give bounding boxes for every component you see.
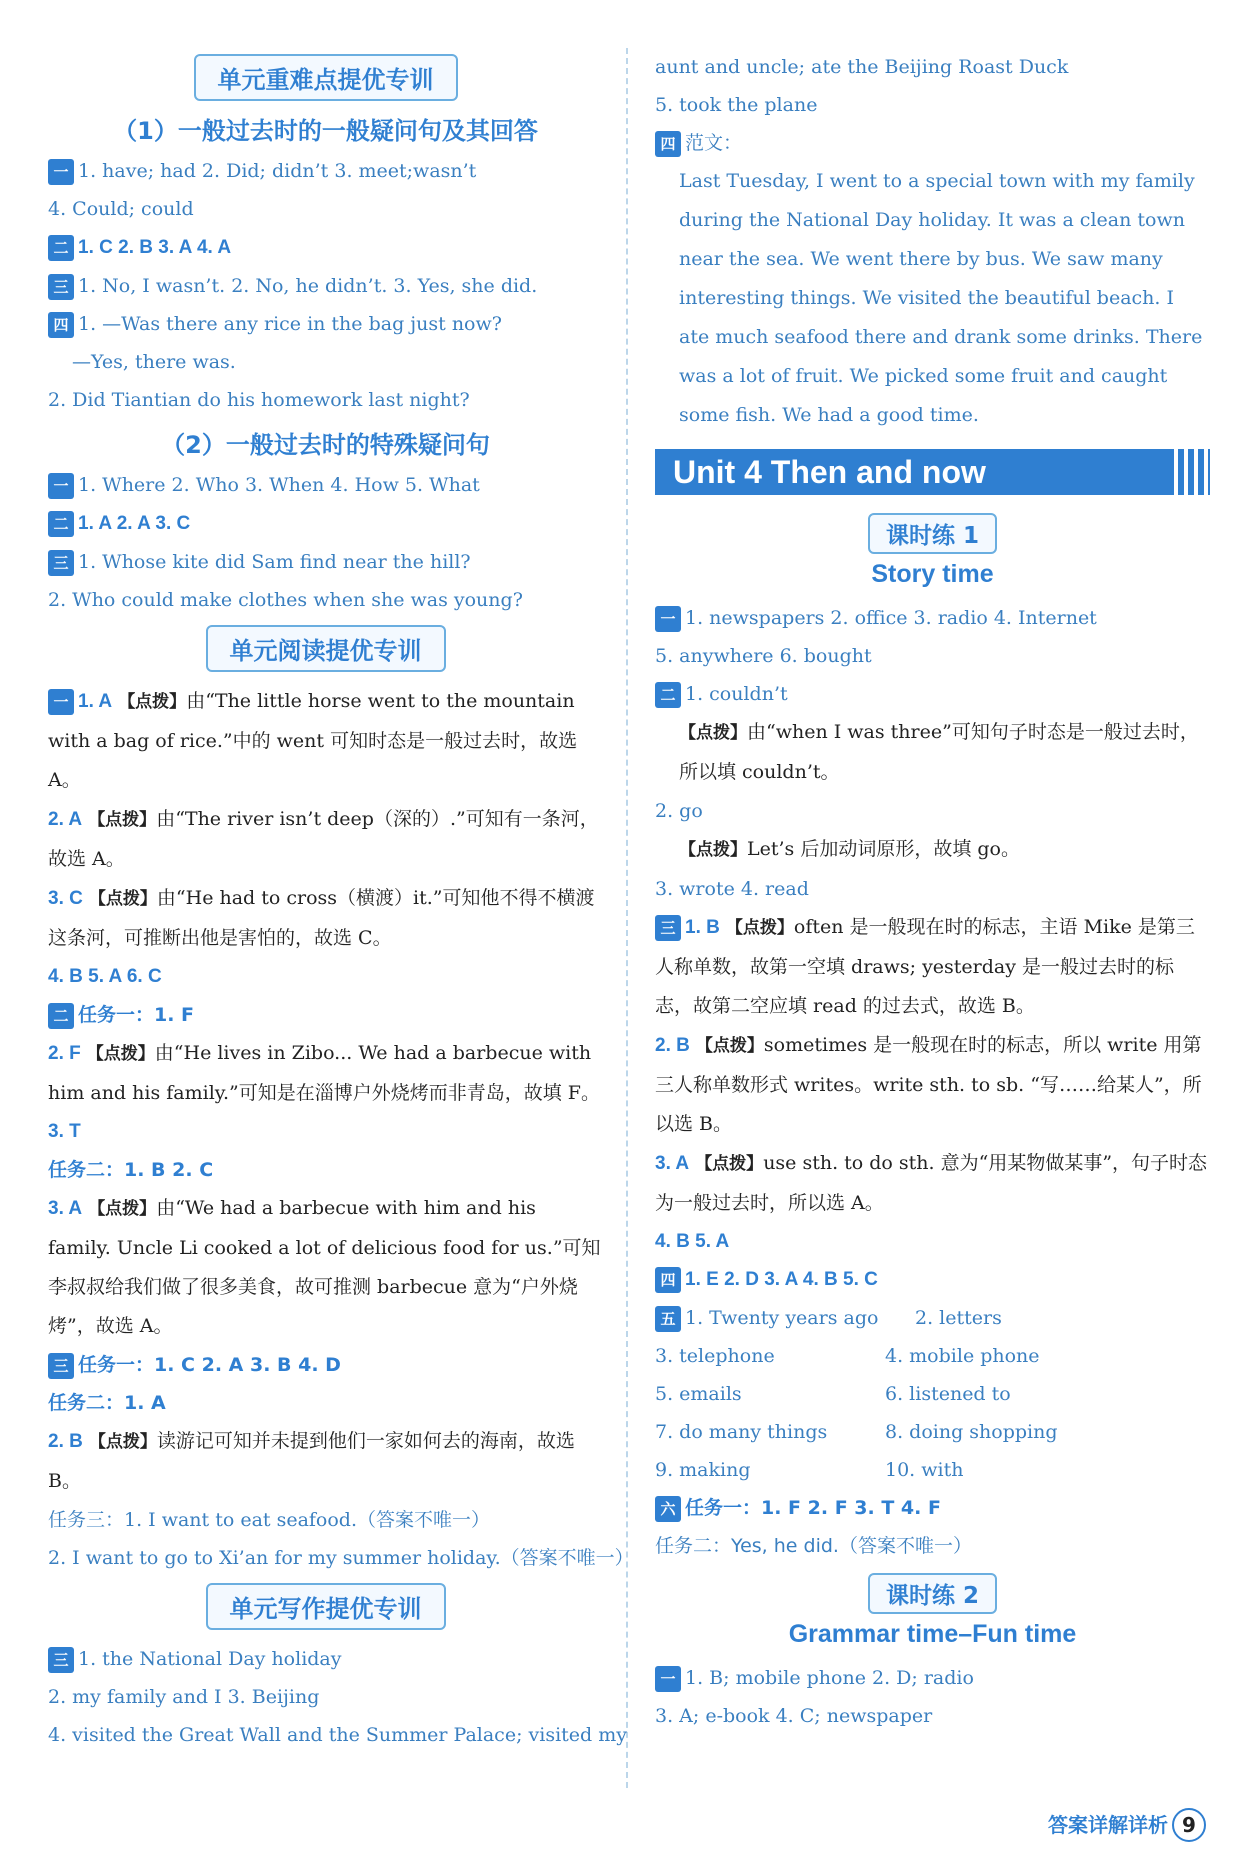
answer-line: 4. Could; could [48,198,194,220]
answer-line: 三 1. No, I wasn’t. 2. No, he didn’t. 3. Yes, she did. [48,267,603,305]
answer-line: 2. I want to go to Xi’an for my summer holiday.（答案不唯一） [48,1547,634,1569]
answer-line: 5. took the plane [655,94,818,116]
number-badge: 三 [48,1647,74,1673]
answer-line: 二 1. C 2. B 3. A 4. A [48,228,603,267]
answer-explanation: 【点拨】由“when I was three”可知句子时态是一般过去时，所以填 couldn’t。 [679,721,1199,783]
answer-line: 三 1. the National Day holiday [48,1640,603,1678]
answer-line: 3. wrote 4. read [655,878,809,900]
number-badge: 三 [48,1353,74,1379]
answer-line: 4. B 5. A 6. C [48,966,162,987]
answer-line: 2. Who could make clothes when she was young? [48,589,523,611]
sub-title-general-questions: （1）一般过去时的一般疑问句及其回答 [113,117,538,145]
unit-banner: Unit 4 Then and now [655,449,1210,495]
answer-line: 2. Did Tiantian do his homework last night? [48,389,470,411]
answer-line: 3. T [48,1121,81,1142]
answer-line: 二 任务一：1. F [48,996,603,1034]
answer-line: 3. telephone 4. mobile phone [655,1345,1040,1367]
model-essay: Last Tuesday, I went to a special town with my family during the National Day holiday. It was a clean town near the sea. We went there by bus. We saw many interesting things. We visited the beautiful beach. I ate much seafood there and drank some drinks. There was a lot of fruit. We picked some fruit and caught some fish. We had a good time. [679,170,1203,426]
banner-stripes [1174,449,1210,495]
answer-line: 一 1. have; had 2. Did; didn’t 3. meet;wasn’t [48,152,603,190]
left-column [48,48,634,1754]
answer-line: 任务三：1. I want to eat seafood.（答案不唯一） [48,1509,491,1531]
answer-line: 3. A; e-book 4. C; newspaper [655,1705,933,1727]
answer-line: 4. visited the Great Wall and the Summer Palace; visited my [48,1724,627,1746]
answer-line: 三 1. Whose kite did Sam find near the hill? [48,543,603,581]
answer-explanation: 3. C 【点拨】由“He had to cross（横渡）it.”可知他不得不横渡这条河，可推断出他是害怕的，故选 C。 [48,887,595,949]
answer-explanation: 一 1. A 【点拨】由“The little horse went to the mountain with a bag of rice.”中的 went 可知时态是一般过去时，故选 A。 [48,690,578,791]
answer-line: 一 1. Where 2. Who 3. When 4. How 5. What [48,466,603,504]
answer-line: 9. making 10. with [655,1459,964,1481]
section-title-writing: 单元写作提优专训 [48,1583,603,1630]
section-title-reading: 单元阅读提优专训 [48,625,603,672]
number-badge: 五 [655,1306,681,1332]
number-badge: 二 [48,235,74,261]
answer-explanation: 三 1. B 【点拨】often 是一般现在时的标志，主语 Mike 是第三人称单数，故第一空填 draws; yesterday 是一般过去时的标志，故第二空应填 read 的过去式，故选 B。 [655,916,1195,1017]
answer-line: 任务二：1. A [48,1392,166,1414]
number-badge: 三 [655,915,681,941]
section-name-story-time: Story time [871,560,994,588]
answer-line: 二 1. couldn’t [655,675,1210,713]
section-title-difficult-points: 单元重难点提优专训 [48,54,603,101]
page-footer: 答案详解详析 9 [1048,1808,1206,1842]
answer-line: 四 1. —Was there any rice in the bag just now? [48,305,603,343]
answer-line: 三 任务一：1. C 2. A 3. B 4. D [48,1346,603,1384]
number-badge: 二 [48,511,74,537]
answer-explanation: 2. F 【点拨】由“He lives in Zibo... We had a barbecue with him and his family.”可知是在淄博户外烧烤而非青岛，故填 F。 [48,1042,600,1104]
number-badge: 二 [48,1003,74,1029]
essay-label: 四 范文： [655,124,1210,162]
answer-explanation: 2. B 【点拨】sometimes 是一般现在时的标志，所以 write 用第三人称单数形式 writes。write sth. to sb. “写……给某人”，所以选 B。 [655,1034,1202,1135]
number-badge: 三 [48,274,74,300]
number-badge: 一 [655,606,681,632]
page-number: 9 [1172,1808,1206,1842]
answer-line: 5. emails 6. listened to [655,1383,1011,1405]
number-badge: 一 [48,689,74,715]
answer-line: 二 1. A 2. A 3. C [48,504,603,543]
column-divider [626,48,628,1788]
answer-line: 一 1. newspapers 2. office 3. radio 4. Internet [655,599,1210,637]
number-badge: 六 [655,1496,681,1522]
number-badge: 二 [655,682,681,708]
answer-line: 7. do many things 8. doing shopping [655,1421,1058,1443]
answer-line: 五 1. Twenty years ago 2. letters [655,1299,1210,1337]
answer-line: 任务二：Yes, he did.（答案不唯一） [655,1535,972,1557]
number-badge: 四 [655,1267,681,1293]
right-column [655,48,1210,1735]
answer-line: 2. go [655,800,703,822]
answer-explanation: 2. B 【点拨】读游记可知并未提到他们一家如何去的海南，故选 B。 [48,1430,575,1492]
answer-line: 2. my family and I 3. Beijing [48,1686,320,1708]
answer-line: 4. B 5. A [655,1231,730,1252]
answer-line: 四 1. E 2. D 3. A 4. B 5. C [655,1261,1210,1299]
number-badge: 四 [655,131,681,157]
number-badge: 一 [48,159,74,185]
answer-line: 任务二：1. B 2. C [48,1159,214,1181]
number-badge: 四 [48,312,74,338]
answer-line: —Yes, there was. [72,351,236,373]
number-badge: 三 [48,550,74,576]
answer-line: 六 任务一：1. F 2. F 3. T 4. F [655,1489,1210,1527]
lesson-title: 课时练 2 [655,1573,1210,1614]
section-name-grammar-time: Grammar time–Fun time [788,1620,1077,1648]
answer-line: 5. anywhere 6. bought [655,645,872,667]
number-badge: 一 [48,473,74,499]
answer-explanation: 2. A 【点拨】由“The river isn’t deep（深的）.”可知有一条河，故选 A。 [48,808,599,870]
answer-explanation: 3. A 【点拨】由“We had a barbecue with him and his family. Uncle Li cooked a lot of delicious food for us.”可知李叔叔给我们做了很多美食，故可推测 barbecue 意为“户外烧烤”，故选 A。 [48,1197,601,1337]
answer-line: 一 1. B; mobile phone 2. D; radio [655,1659,1210,1697]
answer-explanation: 3. A 【点拨】use sth. to do sth. 意为“用某物做某事”，句子时态为一般过去时，所以选 A。 [655,1152,1208,1214]
answer-explanation: 【点拨】Let’s 后加动词原形，故填 go。 [679,838,1020,860]
number-badge: 一 [655,1666,681,1692]
answer-line: aunt and uncle; ate the Beijing Roast Duck [655,56,1069,78]
sub-title-special-questions: （2）一般过去时的特殊疑问句 [161,431,490,459]
lesson-title: 课时练 1 [655,513,1210,554]
